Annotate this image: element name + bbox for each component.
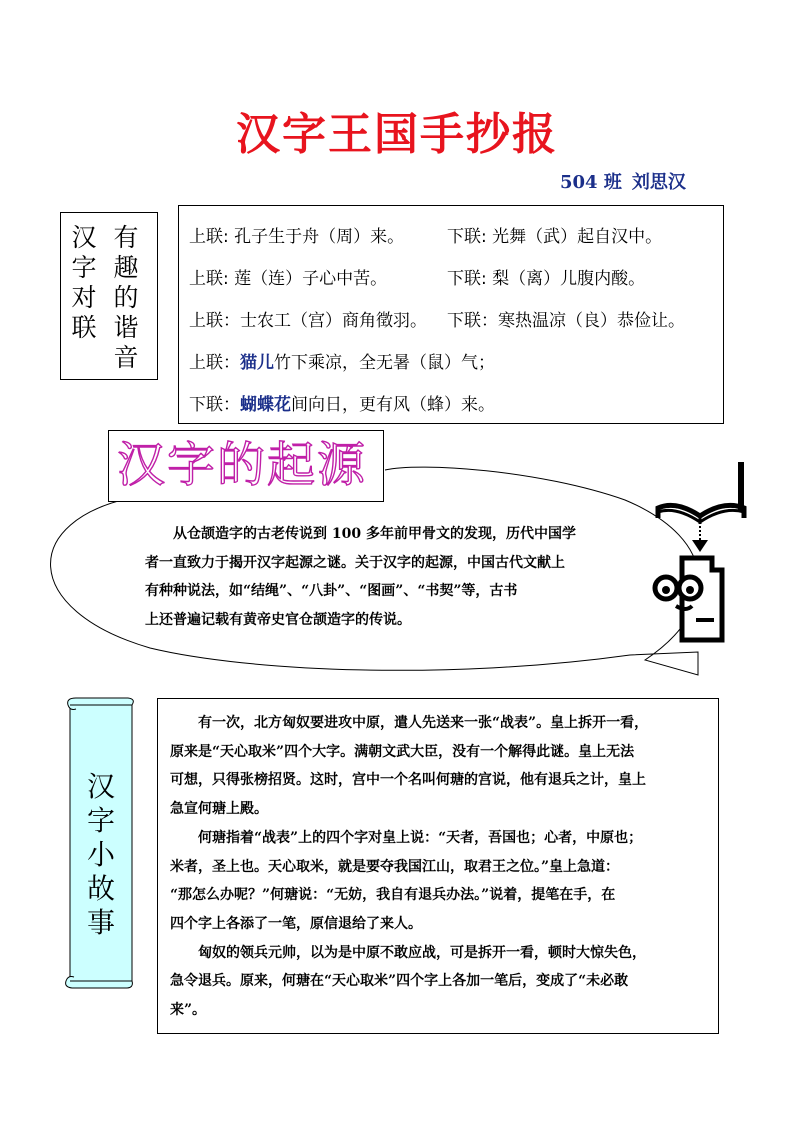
story-label-text — [83, 770, 119, 940]
story-line: 原来是“天心取米”四个大字。满朝文武大臣，没有一个解得此谜。皇上无法 — [170, 743, 635, 760]
couplet-prefix: 上联： — [189, 353, 240, 373]
author-name: 刘思汉 — [631, 172, 686, 193]
couplet-highlight: 猫儿 — [240, 353, 274, 373]
vertical-glyph: 有 — [113, 223, 139, 252]
origin-line: 上还普遍记载有黄帝史官仓颉造字的传说。 — [145, 611, 411, 628]
vertical-glyph: 字 — [86, 804, 115, 837]
story-box — [157, 698, 719, 1034]
story-line: “那怎么办呢？”何瑭说：“无妨，我自有退兵办法。”说着，提笔在手，在 — [170, 887, 616, 904]
vertical-glyph: 的 — [113, 283, 139, 312]
origin-line: 者一直致力于揭开汉字起源之谜。关于汉字的起源，中国古代文献上 — [145, 554, 565, 571]
couplet-lower: 下联: 梨（离）儿腹内酸。 — [447, 269, 646, 289]
vertical-glyph: 汉 — [71, 223, 97, 252]
vertical-glyph: 对 — [71, 283, 97, 312]
page-title: 汉字王国手抄报 — [236, 109, 558, 160]
vertical-glyph: 联 — [71, 313, 97, 342]
couplet-upper: 上联: 莲（连）子心中苦。 — [189, 269, 388, 289]
couplet-upper: 上联: 孔子生于舟（周）来。 — [189, 227, 405, 247]
couplet-lower: 下联：寒热温凉（良）恭俭让。 — [447, 311, 685, 331]
story-line: 四个字上各添了一笔，原信退给了来人。 — [170, 915, 422, 932]
origin-title: 汉字的起源 — [117, 437, 368, 493]
book-reader-icon — [652, 460, 752, 650]
story-line: 急令退兵。原来，何瑭在“天心取米”四个字上各加一笔后，变成了“未必敢 — [170, 973, 629, 990]
origin-paragraph — [145, 520, 620, 634]
origin-title-box — [108, 430, 384, 502]
class-label: 504 班 — [560, 172, 622, 193]
vertical-glyph: 故 — [86, 872, 115, 905]
couplet-highlight: 蝴蝶花 — [240, 395, 291, 415]
story-line: 匈奴的领兵元帅，以为是中原不敢应战，可是拆开一看，顿时大惊失色， — [198, 944, 646, 961]
couplet-text: 竹下乘凉，全无暑（鼠）气； — [274, 353, 495, 373]
story-line: 来”。 — [170, 1002, 207, 1019]
origin-line: 有种种说法，如“结绳”、“八卦”、“图画”、“书契”等，古书 — [145, 583, 518, 599]
vertical-glyph: 事 — [86, 906, 115, 939]
vertical-glyph: 汉 — [86, 770, 115, 803]
vertical-glyph: 趣 — [113, 253, 139, 282]
vertical-glyph: 音 — [113, 343, 139, 372]
couplet-prefix: 下联： — [189, 395, 240, 415]
story-line: 可想，只得张榜招贤。这时，宫中一个名叫何瑭的宫说，他有退兵之计，皇上 — [170, 772, 646, 789]
vertical-glyph: 谐 — [113, 313, 139, 342]
couplet-upper: 上联：士农工（宫）商角徵羽。 — [189, 311, 427, 331]
vertical-glyph: 小 — [86, 838, 115, 871]
couplet-lower: 下联: 光舞（武）起自汉中。 — [447, 227, 663, 247]
couplet-text: 间向日，更有风（蜂）来。 — [291, 395, 495, 415]
vertical-glyph: 字 — [71, 253, 97, 282]
story-line: 急宣何瑭上殿。 — [170, 801, 268, 818]
story-paragraph — [170, 709, 708, 1025]
story-line: 米者，圣上也。天心取米，就是要夺我国江山，取君王之位。”皇上急道： — [170, 858, 620, 875]
origin-line: 从仓颉造字的古老传说到 100 多年前甲骨文的发现，历代中国学 — [173, 526, 576, 542]
story-line: 有一次，北方匈奴要进攻中原，遣人先送来一张“战表”。皇上拆开一看， — [198, 715, 649, 731]
story-line: 何瑭指着“战表”上的四个字对皇上说：“天者，吾国也；心者，中原也； — [198, 829, 643, 846]
